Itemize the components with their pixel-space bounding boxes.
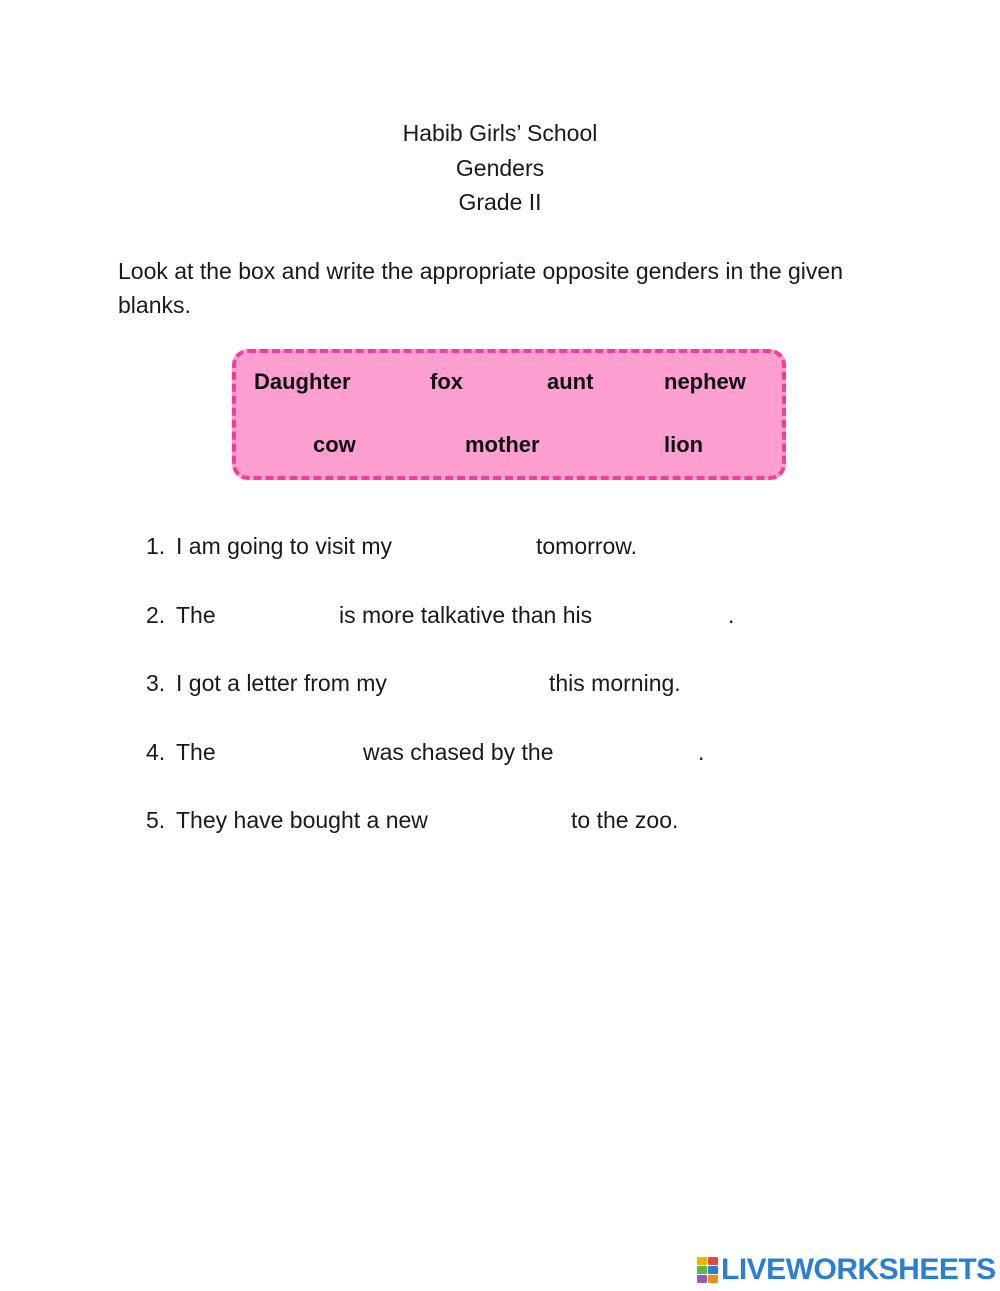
answer-blank[interactable] [222, 602, 330, 630]
logo-square [697, 1275, 707, 1283]
word-bank-item: mother [465, 432, 540, 457]
answer-blank[interactable] [614, 602, 722, 630]
grade-level: Grade II [458, 189, 542, 215]
sentence-number: 3. [146, 670, 166, 696]
word-bank-item: fox [430, 369, 463, 394]
logo-square [708, 1257, 718, 1265]
word-bank-item: cow [313, 432, 356, 457]
answer-blank[interactable] [564, 739, 692, 767]
liveworksheets-logo [697, 1254, 996, 1286]
instructions-text: Look at the box and write the appropriate opposite genders in the given blanks. [118, 258, 843, 318]
answer-blank[interactable] [408, 533, 528, 561]
sentence-number: 2. [146, 602, 166, 628]
word-bank-item: aunt [547, 369, 594, 394]
word-bank-item: nephew [664, 369, 746, 394]
sentence-text: . [728, 602, 735, 628]
school-name: Habib Girls’ School [402, 120, 598, 146]
logo-square [708, 1275, 718, 1283]
sentence-text: is more talkative than his [339, 602, 593, 628]
sentence-text: I got a letter from my [176, 670, 387, 696]
logo-square [697, 1257, 707, 1265]
logo-text: LIVEWORKSHEETS [721, 1253, 996, 1286]
sentence-number: 5. [146, 807, 166, 833]
logo-square [697, 1266, 707, 1274]
sentence-text: tomorrow. [536, 533, 637, 559]
sentence-text: this morning. [549, 670, 681, 696]
sentence-text: They have bought a new [176, 807, 428, 833]
sentence-text: to the zoo. [571, 807, 679, 833]
worksheet-topic: Genders [455, 154, 545, 181]
sentence-text: was chased by the [363, 739, 554, 765]
sentence-text: I am going to visit my [176, 533, 393, 559]
answer-blank[interactable] [442, 807, 562, 835]
answer-blank[interactable] [408, 670, 540, 698]
sentence-number: 4. [146, 739, 166, 765]
sentence-text: . [698, 739, 705, 765]
sentence-text: The [176, 602, 216, 628]
sentence-number: 1. [146, 533, 166, 559]
word-bank-item: lion [664, 432, 704, 457]
word-bank-item: Daughter [254, 369, 351, 394]
sentence-text: The [176, 739, 216, 765]
logo-icon [697, 1257, 718, 1283]
logo-square [708, 1266, 718, 1274]
answer-blank[interactable] [222, 739, 354, 767]
